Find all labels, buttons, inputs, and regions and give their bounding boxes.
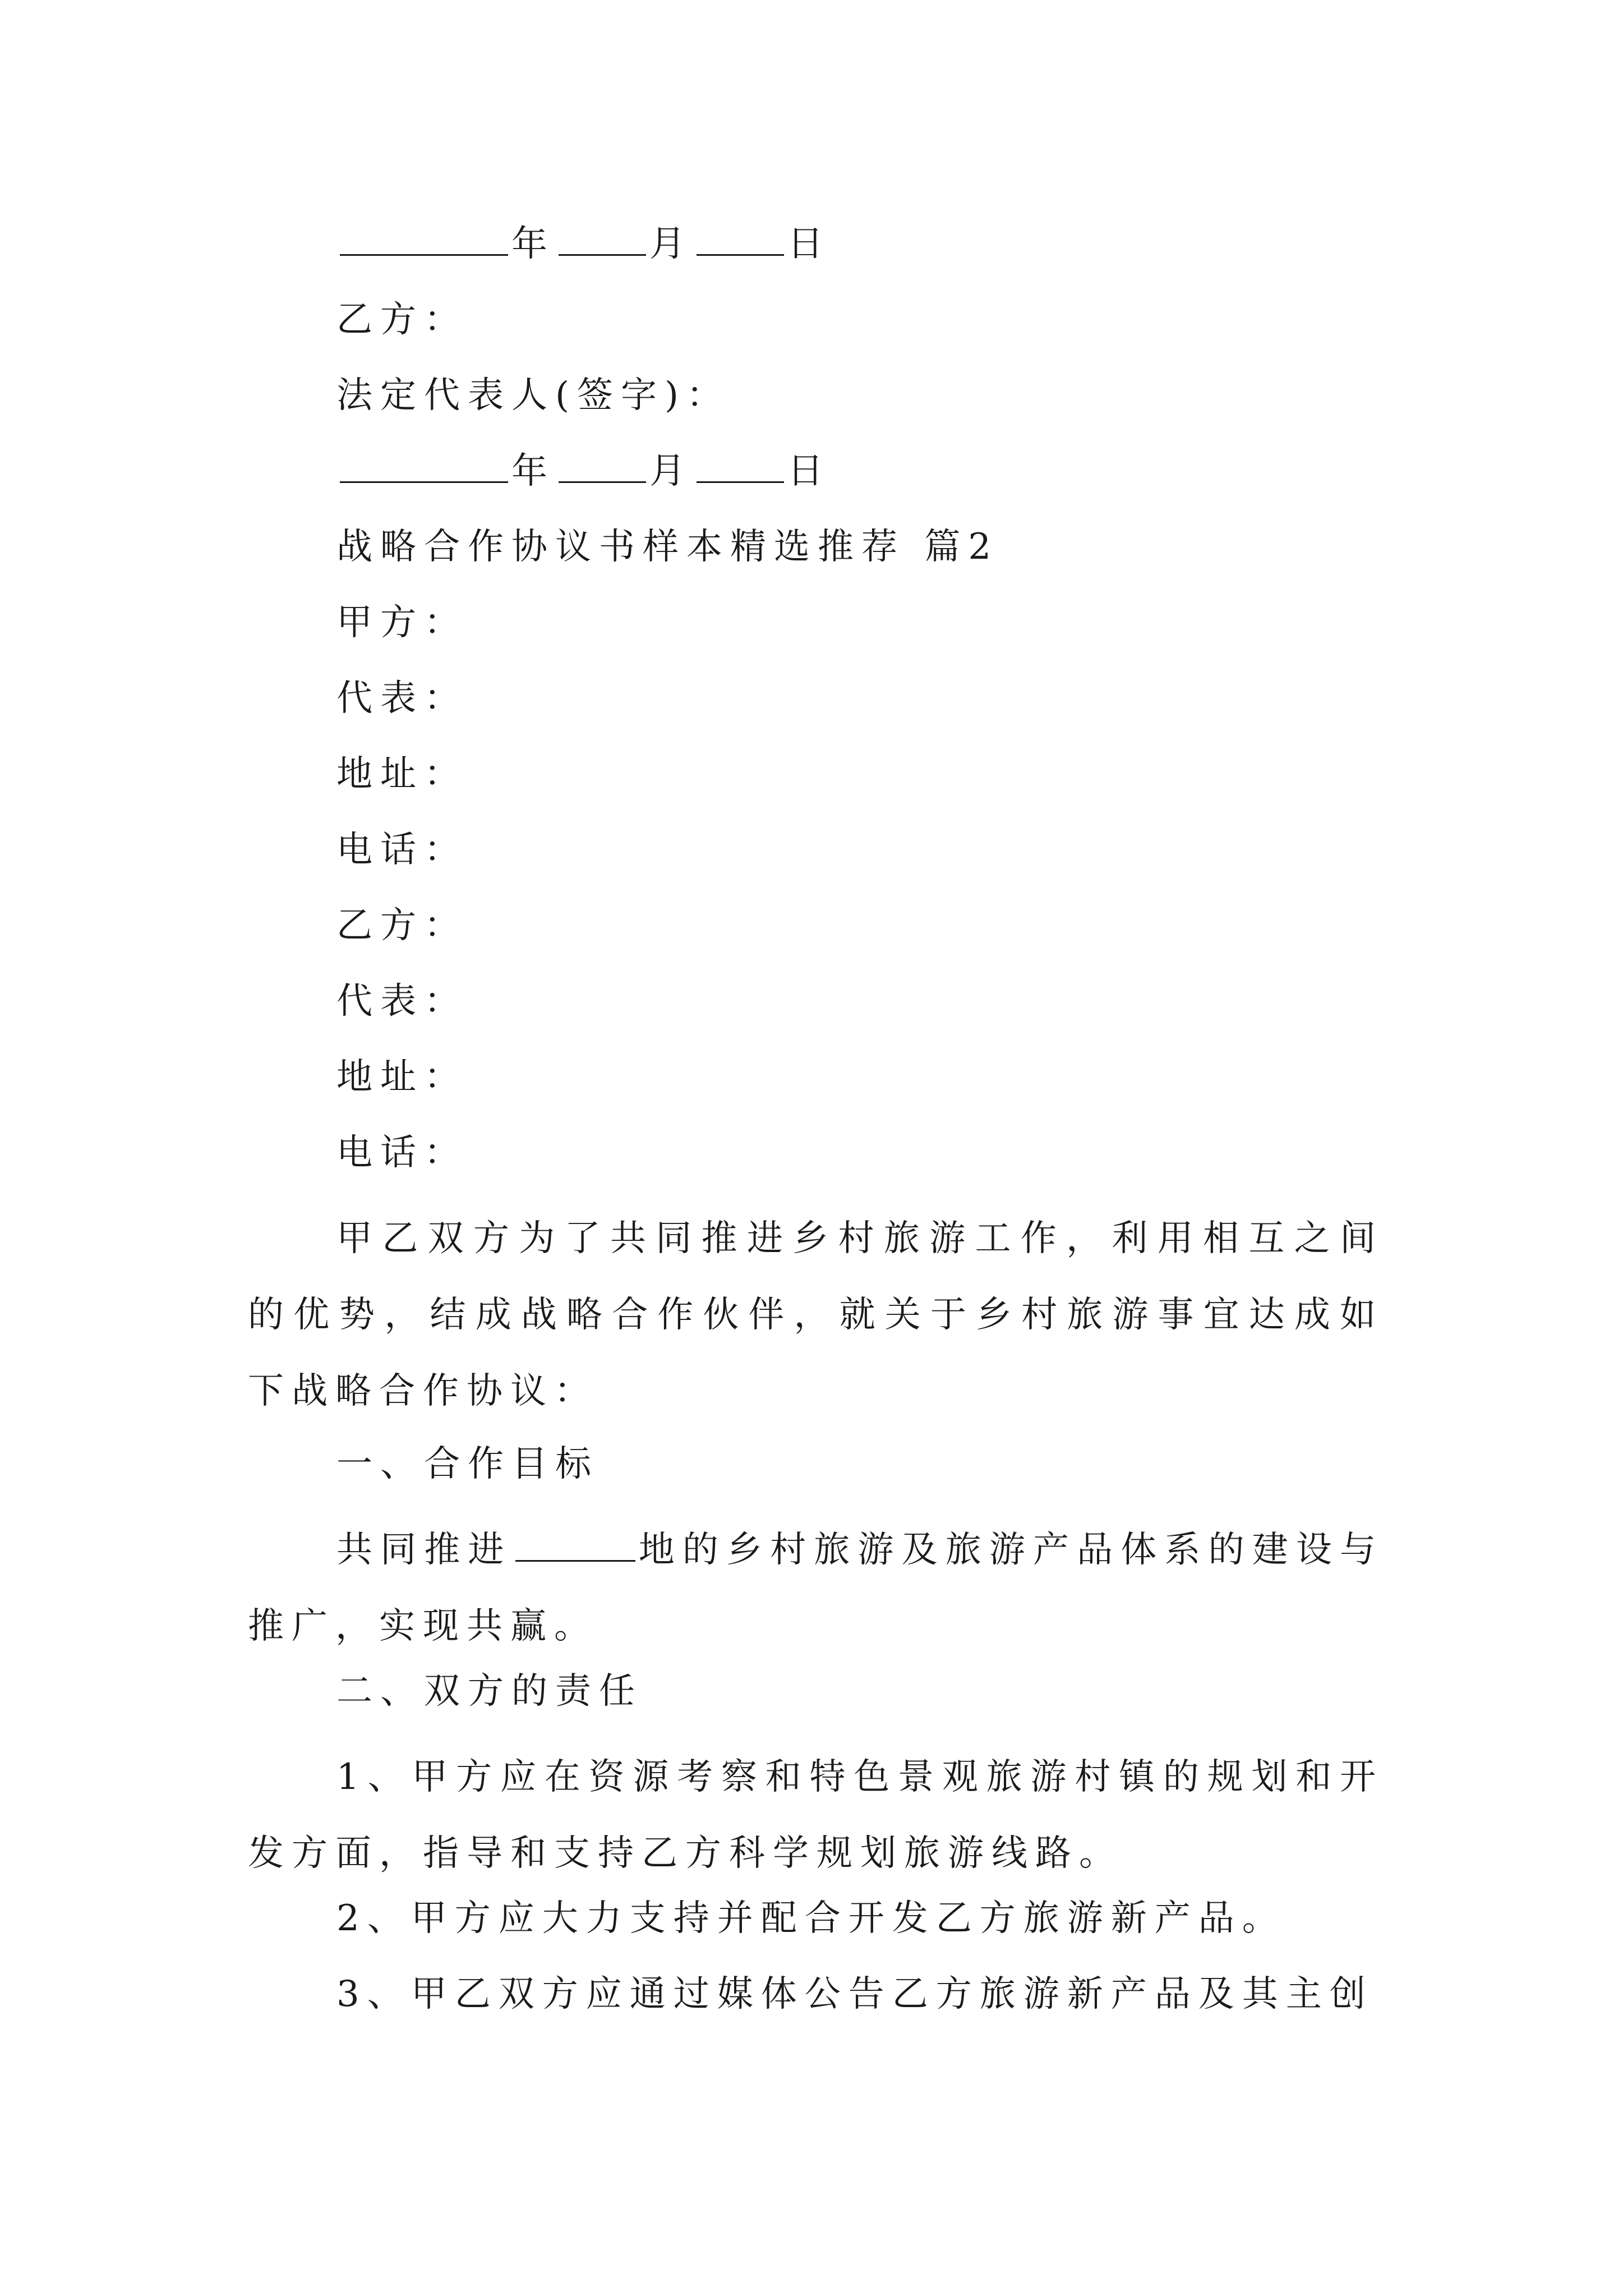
intro-paragraph: 甲乙双方为了共同推进乡村旅游工作，利用相互之间的优势，结成战略合作伙伴，就关于乡村旅游事宜达成如下战略合作协议： (248, 1218, 1384, 1412)
year-label: 年 (511, 223, 555, 265)
party-a-address-label: 地址： (336, 753, 468, 795)
day-blank (697, 219, 784, 256)
party-a-name-label: 甲方： (336, 602, 468, 643)
month-label: 月 (649, 450, 693, 492)
year-blank (340, 447, 508, 483)
heading-cooperation-goal: 一、合作目标 (336, 1443, 599, 1485)
month-blank (559, 447, 646, 483)
location-blank (515, 1525, 635, 1562)
duty-item-1: 1、甲方应在资源考察和特色景观旅游村镇的规划和开发方面，指导和支持乙方科学规划旅游线路。 (248, 1756, 1384, 1874)
day-blank (697, 447, 784, 483)
party-b-signature-label: 乙方： (336, 299, 468, 341)
goal-text-after: 地的乡村旅游及旅游产品体系的建设与推广，实现共赢。 (248, 1529, 1384, 1647)
party-a-rep-label: 代表： (336, 678, 468, 719)
section-title: 战略合作协议书样本精选推荐 篇2 (336, 526, 999, 568)
goal-text-before: 共同推进 (336, 1529, 512, 1571)
month-label: 月 (649, 223, 693, 265)
party-b-name-label: 乙方： (336, 905, 468, 946)
duty-item-3: 3、甲乙双方应通过媒体公告乙方旅游新产品及其主创 (336, 1973, 1373, 2015)
heading-responsibilities: 二、双方的责任 (336, 1671, 643, 1712)
day-label: 日 (787, 223, 831, 265)
party-b-rep-label: 代表： (336, 981, 468, 1022)
day-label: 日 (787, 450, 831, 492)
party-a-phone-label: 电话： (336, 829, 468, 871)
date-line-2 (336, 443, 831, 499)
year-label: 年 (511, 450, 555, 492)
duty-item-2: 2、甲方应大力支持并配合开发乙方旅游新产品。 (336, 1898, 1286, 1939)
year-blank (340, 219, 508, 256)
party-b-phone-label: 电话： (336, 1132, 468, 1174)
goal-paragraph (248, 1512, 1384, 1664)
legal-rep-label: 法定代表人(签字)： (336, 375, 730, 416)
party-b-address-label: 地址： (336, 1056, 468, 1098)
date-line-1 (336, 216, 831, 272)
month-blank (559, 219, 646, 256)
